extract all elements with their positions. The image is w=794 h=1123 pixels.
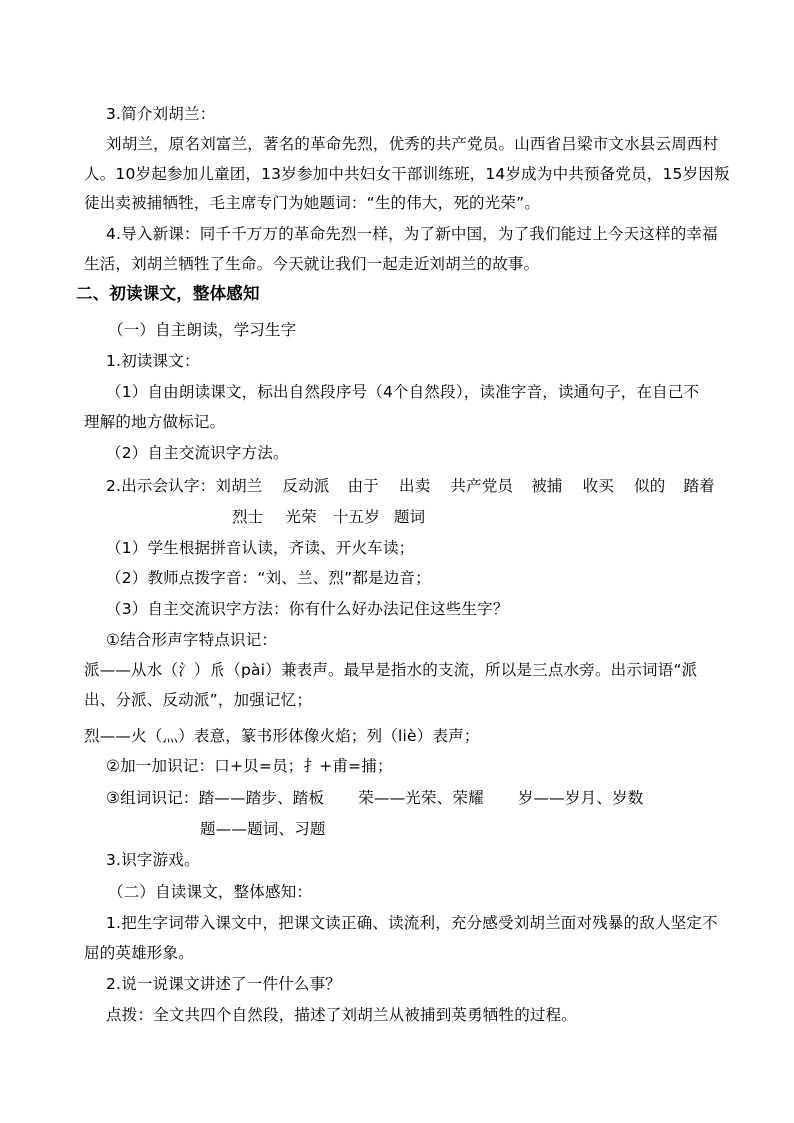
word: 收买 [582,477,615,495]
paragraph-line: （1）自由朗读课文，标出自然段序号（4个自然段），读准字音，读通句子，在自己不 [106,383,700,401]
word-group: 题——题词、习题 [200,820,326,838]
paragraph-line: （3）自主交流识字方法：你有什么好办法记住这些生字？ [106,600,509,618]
word: 被捕 [531,477,563,495]
word: 光荣 [285,508,317,526]
subheading-1: （一）自主朗读，学习生字 [108,321,297,339]
paragraph-line: 刘胡兰，原名刘富兰，著名的革命先烈，优秀的共产党员。山西省吕梁市文水县云周西村 [106,135,719,153]
word-group: 岁——岁月、岁数 [517,789,644,807]
paragraph-line: （2）自主交流识字方法。 [106,444,289,462]
word-list-label: 2.出示会认字：刘胡兰 [106,477,263,495]
paragraph-line: 点拨：全文共四个自然段，描述了刘胡兰从被捕到英勇牺牲的过程。 [106,1006,578,1024]
paragraph-line: 理解的地方做标记。 [84,413,226,431]
word-list-row-1 [106,476,746,496]
word: 踏着 [683,477,715,495]
word-group-row [106,788,746,808]
paragraph-line: 派——从水（氵）𠂢（pài）兼表声。最早是指水的支流，所以是三点水旁。出示词语“派 [84,661,698,679]
paragraph-line: 生活，刘胡兰牺牲了生命。今天就让我们一起走近刘胡兰的故事。 [84,255,540,273]
paragraph-line: （2）教师点拨字音：“刘、兰、烈”都是边音； [106,569,431,587]
paragraph-line: ①结合形声字特点识记： [106,631,278,649]
word-list-row-2 [232,507,794,527]
paragraph-line: （1）学生根据拼音认读，齐读、开火车读； [106,539,415,557]
word-group: 荣——光荣、荣耀 [358,789,484,807]
paragraph-line: 徒出卖被捕牺牲，毛主席专门为她题词：“生的伟大，死的光荣”。 [84,194,541,212]
paragraph-line: ②加一加识记：口+贝=员；扌+甫=捕； [106,757,393,775]
section-4-title: 4.导入新课：同千千万万的革命先烈一样，为了新中国，为了我们能过上今天这样的幸福 [106,225,718,243]
paragraph-line: 烈——火（灬）表意，篆书形体像火焰；列（liè）表声； [84,727,480,745]
paragraph-line: 2.说一说课文讲述了一件什么事？ [106,975,341,993]
word: 似的 [634,477,666,495]
paragraph-line: 1.把生字词带入课文中，把课文读正确、读流利，充分感受刘胡兰面对残暴的敌人坚定不 [106,914,718,932]
word: 反动派 [282,477,330,495]
word: 烈士 [232,508,264,526]
word: 题词 [393,508,426,526]
step-3-title: 3.识字游戏。 [106,851,200,869]
word: 共产党员 [450,477,514,495]
paragraph-line: 人。10岁起参加儿童团，13岁参加中共妇女干部训练班，14岁成为中共预备党员，15岁因叛 [84,165,730,183]
step-1-title: 1.初读课文： [106,352,200,370]
word: 出卖 [399,477,431,495]
heading-2: 二、初读课文，整体感知 [76,284,260,303]
paragraph-line: 屈的英雄形象。 [84,944,194,962]
word: 由于 [347,477,380,495]
subheading-2: （二）自读课文，整体感知： [108,883,313,901]
paragraph-line: 出、分派、反动派”，加强记忆； [84,691,313,709]
word: 十五岁 [332,508,380,526]
section-3-title: 3.简介刘胡兰： [106,105,216,123]
word-group: ③组词识记：踏——踏步、踏板 [106,789,325,807]
